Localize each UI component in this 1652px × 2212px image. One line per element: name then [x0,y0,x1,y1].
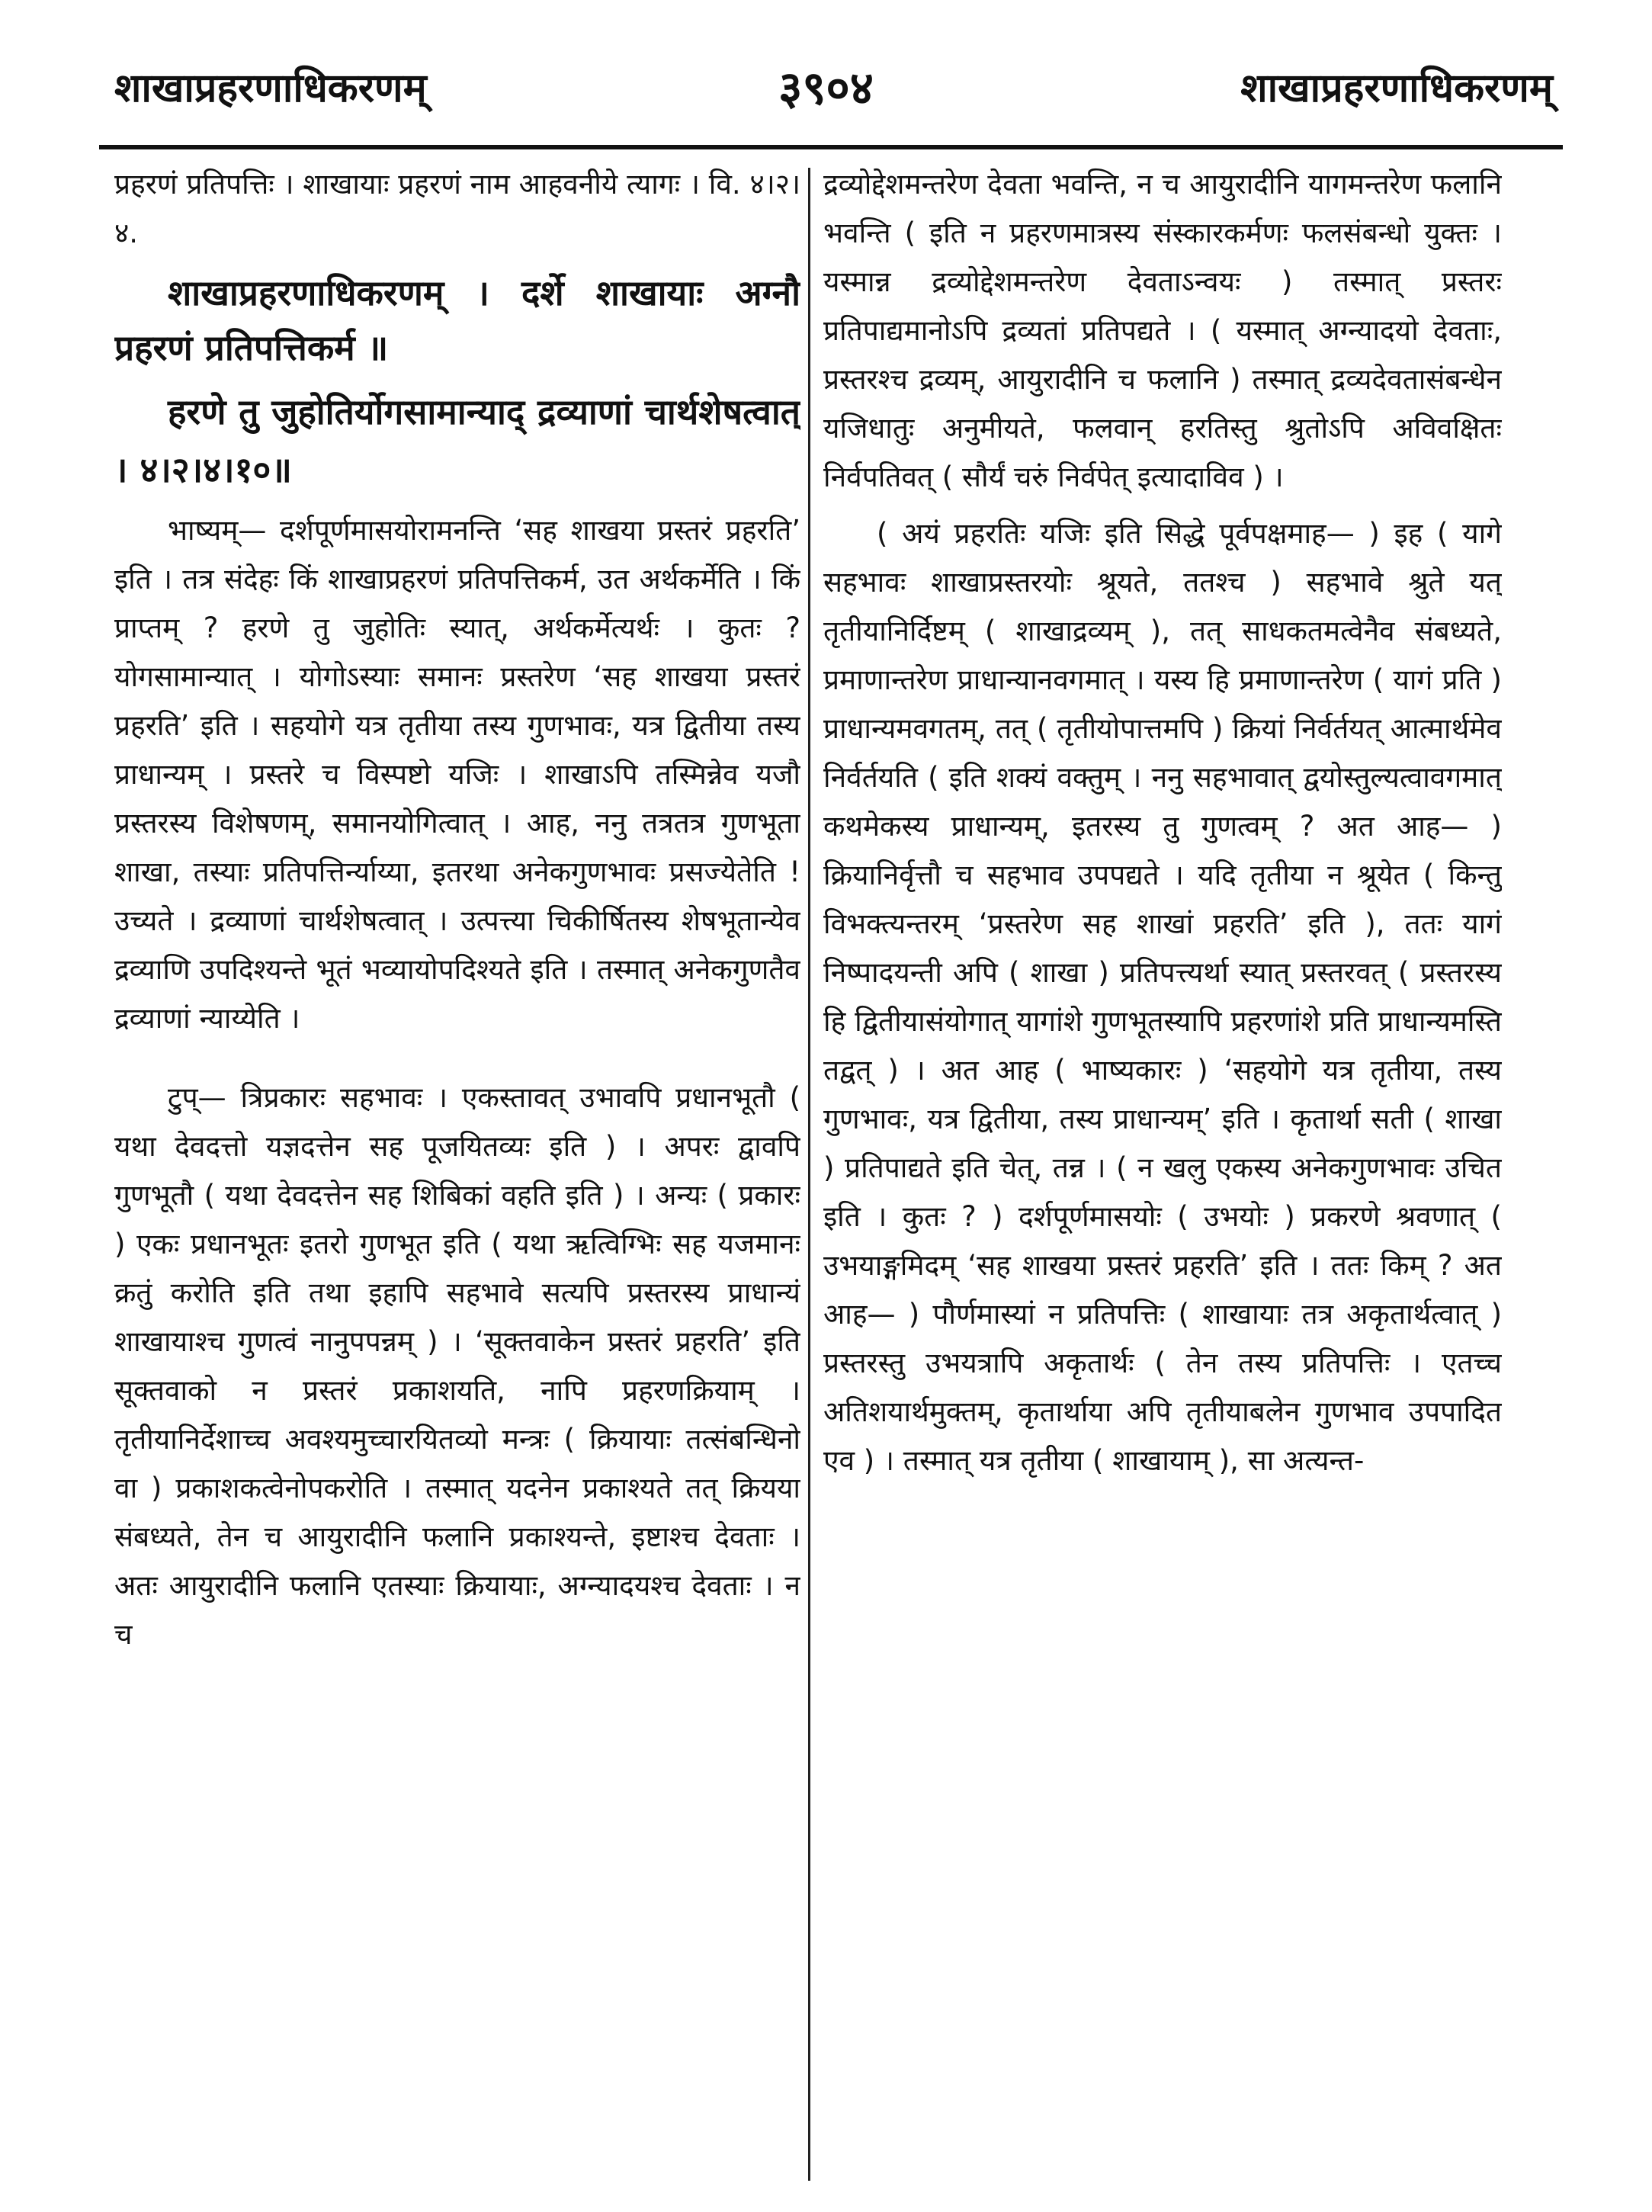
paragraph-purvapaksha: ( अयं प्रहरतिः यजिः इति सिद्धे पूर्वपक्षमाह— ) इह ( यागे सहभावः शाखाप्रस्तरयोः श्रूयते, ततश्च ) सहभावे श्रुते यत् तृतीयानिर्दिष्टम् ( शाखाद्रव्यम् ), तत् साधकतमत्वेनैव संबध्यते, प्रमाणान्तरेण प्राधान्यानवगमात् । यस्य हि प्रमाणान्तरेण ( यागं प्रति ) प्राधान्यमवगतम्, तत् ( तृतीयोपात्तमपि ) क्रियां निर्वर्तयत् आत्मार्थमेव निर्वर्तयति ( इति शक्यं वक्तुम् । ननु सहभावात् द्वयोस्तुल्यत्वावगमात् कथमेकस्य प्राधान्यम्, इतरस्य तु गुणत्वम् ? अत आह— ) क्रियानिर्वृत्तौ च सहभाव उपपद्यते । यदि तृतीया न श्रूयेत ( किन्तु विभक्त्यन्तरम् ‘प्रस्तरेण सह शाखां प्रहरति’ इति ), ततः यागं निष्पादयन्ती अपि ( शाखा ) प्रतिपत्त्यर्था स्यात् प्रस्तरवत् ( प्रस्तरस्य हि द्वितीयासंयोगात् यागांशे गुणभूतस्यापि प्रहरणांशे प्रति प्राधान्यमस्ति तद्वत् ) । अत आह ( भाष्यकारः ) ‘सहयोगे यत्र तृतीया, तस्य गुणभावः, यत्र द्वितीया, तस्य प्राधान्यम्’ इति । कृतार्था सती ( शाखा ) प्रतिपाद्यते इति चेत्, तन्न । ( न खलु एकस्य अनेकगुणभावः उचित इति । कुतः ? ) दर्शपूर्णमासयोः ( उभयोः ) प्रकरणे श्रवणात् ( उभयाङ्गमिदम् ‘सह शाखया प्रस्तरं प्रहरति’ इति । ततः किम् ? अत आह— ) पौर्णमास्यां न प्रतिपत्तिः ( शाखायाः तत्र अकृतार्थत्वात् ) प्रस्तरस्तु उभयत्रापि अकृतार्थः ( तेन तस्य प्रतिपत्तिः । एतच्च अतिशयार्थमुक्तम्, कृतार्थाया अपि तृतीयाबलेन गुणभाव उपपादित एव ) । तस्मात् यत्र तृतीया ( शाखायाम् ), सा अत्यन्त- [823,517,1502,1477]
page-number: ३९०४ [778,62,874,115]
spacer [114,1051,800,1074]
running-head-right: शाखाप्रहरणाधिकरणम् [1240,66,1553,111]
paragraph-continued: द्रव्योद्देशमन्तरेण देवता भवन्ति, न च आयुरादीनि यागमन्तरेण फलानि भवन्ति ( इति न प्रहरणमात्रस्य संस्कारकर्मणः फलसंबन्धो युक्तः । यस्मान्न द्रव्योद्देशमन्तरेण देवताऽन्वयः ) तस्मात् प्रस्तरः प्रतिपाद्यमानोऽपि द्रव्यतां प्रतिपद्यते । ( यस्मात् अग्न्यादयो देवताः, प्रस्तरश्च द्रव्यम्, आयुरादीनि च फलानि ) तस्मात् द्रव्यदेवतासंबन्धेन यजिधातुः अनुमीयते, फलवान् हरतिस्तु श्रुतोऽपि अविवक्षितः निर्वपतिवत् ( सौर्यं चरुं निर्वपेत् इत्यादाविव ) । [823,168,1502,493]
column-divider [808,168,810,2181]
paragraph-opening: प्रहरणं प्रतिपत्तिः । शाखायाः प्रहरणं नाम आहवनीये त्यागः । वि. ४।२।४. [114,168,800,249]
left-column [114,160,800,2182]
tuptika-paragraph: टुप्— त्रिप्रकारः सहभावः । एकस्तावत् उभावपि प्रधानभूतौ ( यथा देवदत्तो यज्ञदत्तेन सह पूजयितव्यः इति ) । अपरः द्वावपि गुणभूतौ ( यथा देवदत्तेन सह शिबिकां वहति इति ) । अन्यः ( प्रकारः ) एकः प्रधानभूतः इतरो गुणभूत इति ( यथा ऋत्विग्भिः सह यजमानः क्रतुं करोति इति तथा इहापि सहभावे सत्यपि प्रस्तरस्य प्राधान्यं शाखायाश्च गुणत्वं नानुपपन्नम् ) । ‘सूक्तवाकेन प्रस्तरं प्रहरति’ इति सूक्तवाको न प्रस्तरं प्रकाशयति, नापि प्रहरणक्रियाम् । तृतीयानिर्देशाच्च अवश्यमुच्चारयितव्यो मन्त्रः ( क्रियायाः तत्संबन्धिनो वा ) प्रकाशकत्वेनोपकरोति । तस्मात् यदनेन प्रकाश्यते तत् क्रियया संबध्यते, तेन च आयुरादीनि फलानि प्रकाश्यन्ते, इष्टाश्च देवताः । अतः आयुरादीनि फलानि एतस्याः क्रियायाः, अग्न्यादयश्च देवताः । न च [114,1081,800,1651]
bhashya-paragraph: भाष्यम्— दर्शपूर्णमासयोरामनन्ति ‘सह शाखया प्रस्तरं प्रहरति’ इति । तत्र संदेहः किं शाखाप्रहरणं प्रतिपत्तिकर्म, उत अर्थकर्मेति । किं प्राप्तम् ? हरणे तु जुहोतिः स्यात्, अर्थकर्मेत्यर्थः । कुतः ? योगसामान्यात् । योगोऽस्याः समानः प्रस्तरेण ‘सह शाखया प्रस्तरं प्रहरति’ इति । सहयोगे यत्र तृतीया तस्य गुणभावः, यत्र द्वितीया तस्य प्राधान्यम् । प्रस्तरे च विस्पष्टो यजिः । शाखाऽपि तस्मिन्नेव यजौ प्रस्तरस्य विशेषणम्, समानयोगित्वात् । आह, ननु तत्रतत्र गुणभूता शाखा, तस्याः प्रतिपत्तिर्न्याय्या, इतरथा अनेकगुणभावः प्रसज्येतेति ! उच्यते । द्रव्याणां चार्थशेषत्वात् । उत्पत्त्या चिकीर्षितस्य शेषभूतान्येव द्रव्याणि उपदिश्यन्ते भूतं भव्यायोपदिश्यते इति । तस्मात् अनेकगुणतैव द्रव्याणां न्याय्येति । [114,514,800,1035]
sutra-text: हरणे तु जुहोतिर्योगसामान्याद् द्रव्याणां चार्थशेषत्वात् । ४।२।४।१०॥ [114,391,800,490]
header-rule [99,145,1563,149]
page-header [0,0,1652,160]
right-column [823,160,1502,2182]
running-head-left: शाखाप्रहरणाधिकरणम् [114,66,427,111]
adhikarana-heading: शाखाप्रहरणाधिकरणम् । दर्शे शाखायाः अग्नौ प्रहरणं प्रतिपत्तिकर्म ॥ [114,272,800,368]
